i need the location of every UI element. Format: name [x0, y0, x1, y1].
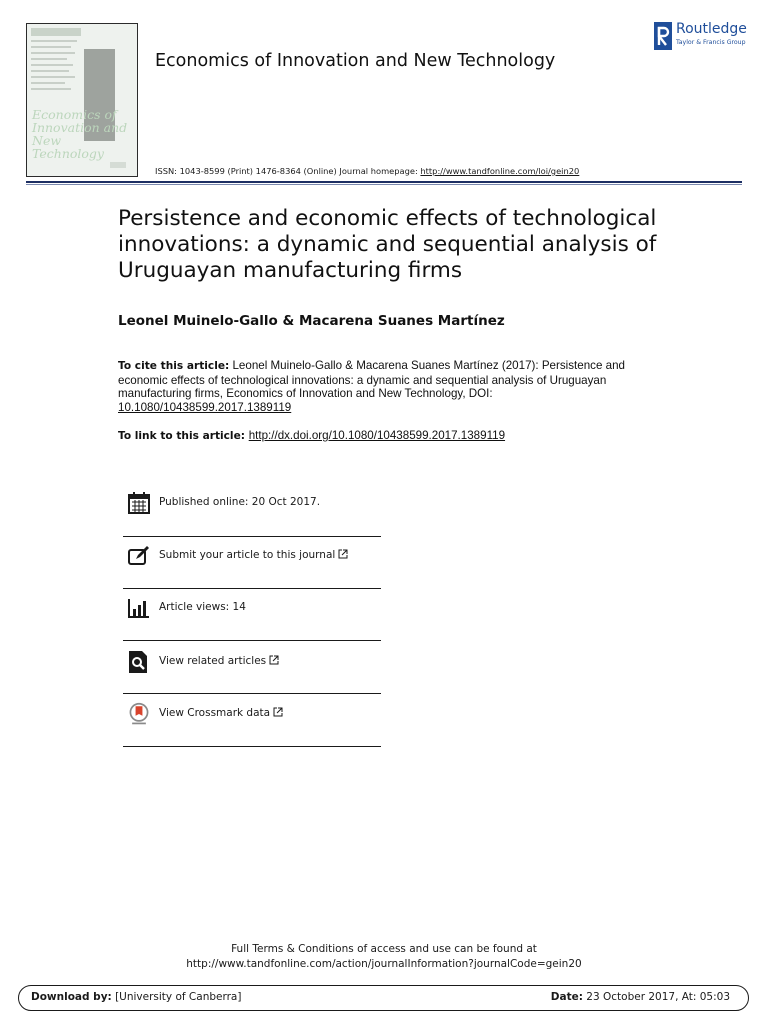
info-divider — [123, 746, 381, 747]
cover-text-line — [31, 82, 65, 84]
download-value: [University of Canberra] — [111, 991, 242, 1003]
header-divider-thin — [26, 184, 742, 185]
related-articles-label: View related articles — [159, 655, 267, 667]
terms-line-1: Full Terms & Conditions of access and use can be found at — [231, 943, 537, 955]
cover-text-line — [31, 40, 77, 42]
journal-cover-image — [26, 23, 138, 177]
article-title: Persistence and economic effects of technological innovations: a dynamic and sequential analysis of Uruguayan manufacturing firms — [118, 206, 657, 283]
routledge-r-icon — [654, 22, 672, 50]
download-date — [551, 991, 730, 1003]
document-search-icon — [127, 650, 151, 674]
submit-article-link[interactable] — [159, 549, 348, 561]
journal-title: Economics of Innovation and New Technology — [155, 51, 556, 71]
crossmark-icon — [127, 702, 151, 726]
citation-block — [118, 359, 638, 414]
cover-title: Economics of Innovation and New Technology — [32, 107, 128, 161]
crossmark-label: View Crossmark data — [159, 707, 271, 719]
download-info — [31, 991, 241, 1003]
crossmark-link[interactable] — [159, 707, 283, 719]
doi-link[interactable]: 10.1080/10438599.2017.1389119 — [118, 400, 292, 414]
cover-text-line — [31, 46, 71, 48]
info-divider — [123, 640, 381, 641]
link-label: To link to this article: — [118, 430, 249, 442]
info-divider — [123, 536, 381, 537]
published-date: Published online: 20 Oct 2017. — [159, 496, 321, 508]
issn-text: ISSN: 1043-8599 (Print) 1476-8364 (Online) Journal homepage: — [155, 166, 421, 176]
bar-chart-icon — [127, 596, 151, 620]
cite-text: Leonel Muinelo-Gallo & Macarena Suanes Martínez (2017): Persistence and economic effects of technological innovations: a dynamic and sequential analysis of Uruguayan manufacturing firms, Economics of Innovation and New Technology, DOI: — [118, 359, 625, 401]
cover-text-line — [31, 88, 71, 90]
download-bar — [18, 985, 749, 1011]
related-articles-link[interactable] — [159, 655, 279, 667]
header-divider — [26, 181, 742, 183]
terms-url[interactable]: http://www.tandfonline.com/action/journalInformation?journalCode=gein20 — [186, 958, 582, 970]
issn-line — [155, 166, 579, 176]
terms-notice — [140, 942, 628, 972]
date-value: 23 October 2017, At: 05:03 — [582, 991, 730, 1003]
routledge-logo[interactable] — [654, 20, 754, 52]
external-link-icon — [338, 549, 348, 559]
journal-homepage-link[interactable]: http://www.tandfonline.com/loi/gein20 — [420, 166, 580, 176]
submit-article-label: Submit your article to this journal — [159, 549, 336, 561]
date-label: Date: — [550, 991, 583, 1003]
cover-text-line — [31, 58, 67, 60]
publisher-name: Routledge — [676, 21, 747, 37]
info-divider — [123, 693, 381, 694]
link-line — [118, 429, 505, 442]
article-authors: Leonel Muinelo-Gallo & Macarena Suanes Martínez — [118, 313, 505, 329]
article-doi-url[interactable]: http://dx.doi.org/10.1080/10438599.2017.1389119 — [248, 429, 506, 442]
external-link-icon — [269, 655, 279, 665]
edit-icon — [127, 544, 151, 568]
cover-text-line — [31, 52, 75, 54]
cover-text-line — [31, 76, 75, 78]
external-link-icon — [273, 707, 283, 717]
calendar-icon — [127, 491, 151, 515]
cover-publisher-strip — [31, 28, 81, 36]
cover-text-line — [31, 70, 69, 72]
article-views: Article views: 14 — [159, 601, 246, 613]
cover-text-line — [31, 64, 73, 66]
publisher-sub: Taylor & Francis Group — [676, 39, 746, 46]
cite-label: To cite this article: — [118, 360, 230, 372]
download-label: Download by: — [31, 991, 112, 1003]
cover-logo — [110, 162, 126, 168]
info-divider — [123, 588, 381, 589]
related-articles-row[interactable] — [123, 650, 381, 702]
